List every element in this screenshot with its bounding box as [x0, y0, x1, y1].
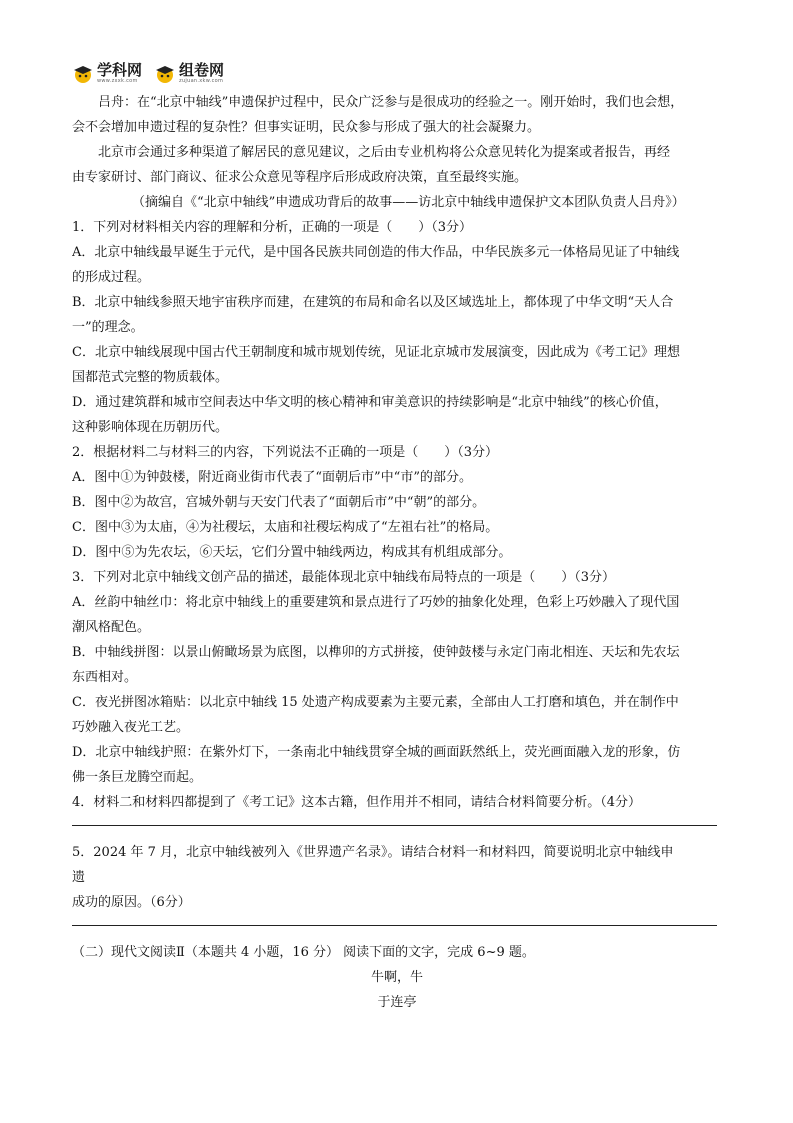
logo-name: 学科网 [97, 60, 143, 79]
answer-line [72, 825, 717, 826]
q2-option-d: D．图中⑤为先农坛，⑥天坛，它们分置中轴线两边，构成其有机组成部分。 [72, 545, 512, 560]
question-3-stem: 3．下列对北京中轴线文创产品的描述，最能体现北京中轴线布局特点的一项是（ ）（3分） [72, 570, 616, 585]
story-author: 于连亭 [377, 995, 417, 1010]
passage-line: 北京市会通过多种渠道了解居民的意见建议，之后由专业机构将公众意见转化为提案或者报告，再经 [98, 145, 671, 160]
q3-option-a-cont: 潮风格配色。 [72, 620, 151, 635]
q2-option-b: B．图中②为故宫，宫城外朝与天安门代表了“面朝后市”中“朝”的部分。 [72, 495, 486, 510]
question-5-stem-cont: 遗 [72, 870, 86, 885]
question-4-stem: 4．材料二和材料四都提到了《考工记》这本古籍，但作用并不相同，请结合材料简要分析。（4分） [72, 795, 642, 810]
logo-url: zujuan.xkw.com [179, 77, 224, 84]
q2-option-a: A．图中①为钟鼓楼，附近商业街市代表了“面朝后市”中“市”的部分。 [72, 470, 472, 485]
q3-option-b: B．中轴线拼图：以景山俯瞰场景为底图，以榫卯的方式拼接，使钟鼓楼与永定门南北相连、天坛和先农坛 [72, 645, 680, 660]
q1-option-d-cont: 这种影响体现在历朝历代。 [72, 420, 229, 435]
answer-line [72, 925, 717, 926]
section-2-heading: （二）现代文阅读Ⅱ（本题共 4 小题，16 分） 阅读下面的文字，完成 6~9 题。 [72, 945, 535, 960]
q3-option-c-cont: 巧妙融入夜光工艺。 [72, 720, 190, 735]
document-body [72, 90, 722, 1015]
passage-source: （摘编自《“北京中轴线”申遗成功背后的故事——访北京中轴线申遗保护文本团队负责人吕舟》） [132, 195, 685, 210]
q1-option-b: B．北京中轴线参照天地宇宙秩序而建，在建筑的布局和命名以及区域选址上，都体现了中华文明“天人合 [72, 295, 674, 310]
q1-option-c: C．北京中轴线展现中国古代王朝制度和城市规划传统，见证北京城市发展演变，因此成为《考工记》理想 [72, 345, 680, 360]
graduation-cap-icon [154, 62, 176, 84]
q2-option-c: C．图中③为太庙，④为社稷坛，太庙和社稷坛构成了“左祖右社”的格局。 [72, 520, 499, 535]
q3-option-d: D．北京中轴线护照：在紫外灯下，一条南北中轴线贯穿全城的画面跃然纸上，荧光画面融入龙的形象，仿 [72, 745, 681, 760]
q1-option-d: D．通过建筑群和城市空间表达中华文明的核心精神和审美意识的持续影响是“北京中轴线”的核心价值， [72, 395, 668, 410]
graduation-cap-icon [72, 62, 94, 84]
logo-xuekewang [72, 62, 142, 84]
question-2-stem: 2．根据材料二与材料三的内容，下列说法不正确的一项是（ ）（3分） [72, 445, 499, 460]
passage-line: 由专家研讨、部门商议、征求公众意见等程序后形成政府决策，直至最终实施。 [72, 170, 528, 185]
q1-option-a: A．北京中轴线最早诞生于元代，是中国各民族共同创造的伟大作品，中华民族多元一体格局见证了中轴线 [72, 245, 680, 260]
logo-url: www.zxxk.com [97, 77, 138, 84]
q1-option-a-cont: 的形成过程。 [72, 270, 151, 285]
passage-line: 吕舟：在“北京中轴线”申遗保护过程中，民众广泛参与是很成功的经验之一。刚开始时，我们也会想， [98, 95, 684, 110]
question-5-stem-cont: 成功的原因。（6分） [72, 895, 191, 910]
passage-line: 会不会增加申遗过程的复杂性？但事实证明，民众参与形成了强大的社会凝聚力。 [72, 120, 541, 135]
story-title: 牛啊，牛 [370, 970, 423, 985]
question-5-stem: 5．2024 年 7 月，北京中轴线被列入《世界遗产名录》。请结合材料一和材料四，简要说明北京中轴线申 [72, 845, 674, 860]
logo-name: 组卷网 [179, 60, 225, 79]
q1-option-c-cont: 国都范式完整的物质载体。 [72, 370, 229, 385]
logo-zujuanwang [154, 62, 224, 84]
q3-option-d-cont: 佛一条巨龙腾空而起。 [72, 770, 203, 785]
question-1-stem: 1．下列对材料相关内容的理解和分析，正确的一项是（ ）（3分） [72, 220, 473, 235]
q3-option-a: A．丝韵中轴丝巾：将北京中轴线上的重要建筑和景点进行了巧妙的抽象化处理，色彩上巧妙融入了现代国 [72, 595, 680, 610]
q1-option-b-cont: 一”的理念。 [72, 320, 144, 335]
q3-option-c: C．夜光拼图冰箱贴：以北京中轴线 15 处遗产构成要素为主要元素，全部由人工打磨和填色，并在制作中 [72, 695, 679, 710]
header-logos [72, 60, 224, 86]
q3-option-b-cont: 东西相对。 [72, 670, 138, 685]
